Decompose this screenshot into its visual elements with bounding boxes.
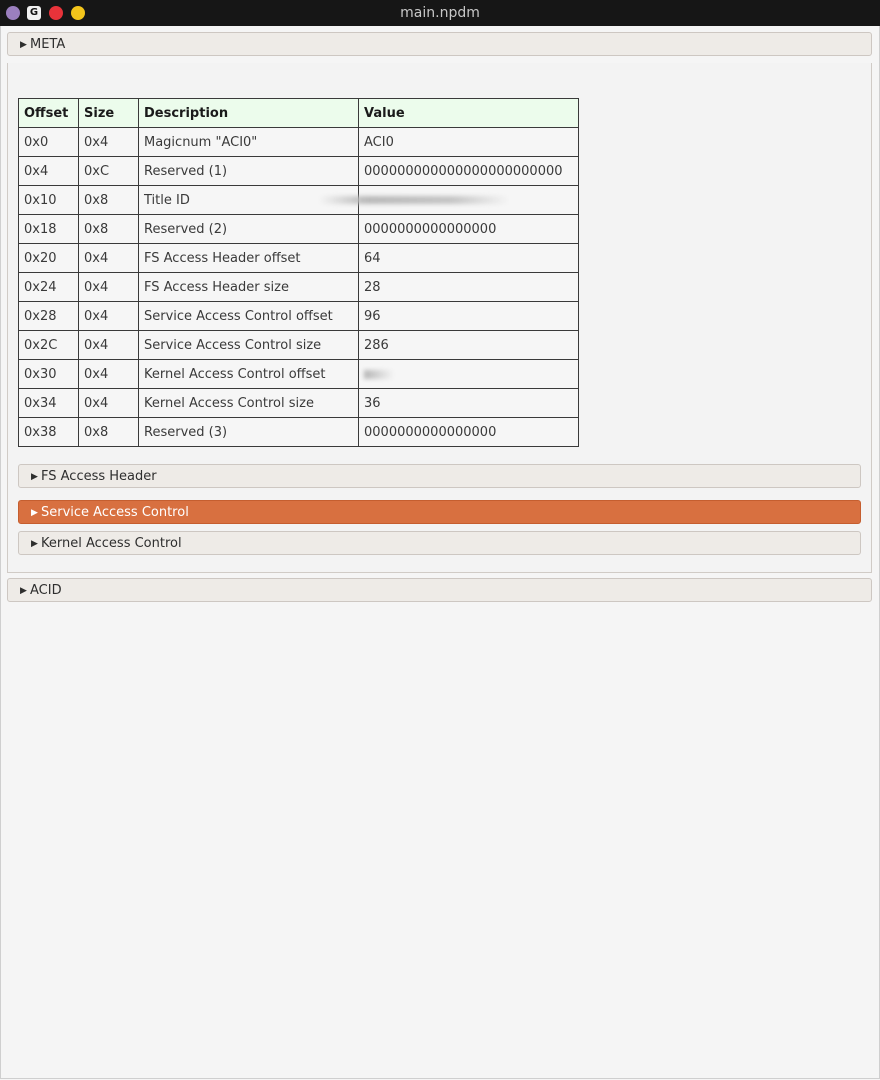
fs-access-header-expander[interactable] [18,464,861,488]
table-row[interactable] [19,360,579,389]
table-row[interactable] [19,302,579,331]
cell-offset: 0x10 [19,186,79,215]
redacted-blur [319,196,509,204]
service-access-control-expander[interactable] [18,500,861,524]
cell-value: 36 [359,389,579,418]
table-row[interactable] [19,389,579,418]
title-bar [0,0,880,26]
fs-access-header-label: FS Access Header [41,469,157,484]
cell-size: 0x8 [79,215,139,244]
cell-value: ACI0 [359,128,579,157]
cell-value: 286 [359,331,579,360]
cell-value: 96 [359,302,579,331]
cell-offset: 0x24 [19,273,79,302]
cell-description: FS Access Header offset [139,244,359,273]
triangle-right-icon: ▶ [31,472,38,482]
cell-value: 28 [359,273,579,302]
cell-size: 0x4 [79,331,139,360]
table-row[interactable] [19,244,579,273]
cell-description: Title ID [139,186,359,215]
column-header-description[interactable]: Description [139,99,359,128]
cell-description: Reserved (1) [139,157,359,186]
cell-size: 0x4 [79,128,139,157]
cell-description: Kernel Access Control offset [139,360,359,389]
cell-size: 0x8 [79,186,139,215]
cell-size: 0xC [79,157,139,186]
triangle-right-icon: ▶ [31,508,38,518]
cell-value: 000000000000000000000000 [359,157,579,186]
cell-description: FS Access Header size [139,273,359,302]
app-icon[interactable]: G [27,6,41,20]
triangle-right-icon: ▶ [20,586,27,596]
acid-label: ACID [30,583,62,598]
table-row[interactable] [19,128,579,157]
cell-description: Kernel Access Control size [139,389,359,418]
cell-offset: 0x0 [19,128,79,157]
cell-size: 0x4 [79,244,139,273]
redacted-blur [364,370,394,379]
cell-size: 0x4 [79,360,139,389]
window-title: main.npdm [400,5,480,21]
cell-value: 0000000000000000 [359,215,579,244]
cell-value: 0000000000000000 [359,418,579,447]
acid-expander[interactable] [7,578,872,602]
kernel-access-control-label: Kernel Access Control [41,536,182,551]
column-header-value[interactable]: Value [359,99,579,128]
cell-description: Reserved (2) [139,215,359,244]
cell-description: Reserved (3) [139,418,359,447]
cell-value-redacted [359,360,579,389]
table-row[interactable] [19,273,579,302]
table-header-row [19,99,579,128]
aci0-table [18,98,579,447]
table-row[interactable] [19,186,579,215]
cell-size: 0x4 [79,302,139,331]
cell-offset: 0x28 [19,302,79,331]
cell-size: 0x8 [79,418,139,447]
column-header-size[interactable]: Size [79,99,139,128]
triangle-right-icon: ▶ [31,539,38,549]
table-row[interactable] [19,215,579,244]
meta-expander[interactable] [7,32,872,56]
table-row[interactable] [19,157,579,186]
cell-offset: 0x38 [19,418,79,447]
cell-offset: 0x30 [19,360,79,389]
kernel-access-control-expander[interactable] [18,531,861,555]
triangle-right-icon: ▶ [20,40,27,50]
service-access-control-label: Service Access Control [41,505,189,520]
table-row[interactable] [19,418,579,447]
cell-description: Service Access Control offset [139,302,359,331]
cell-size: 0x4 [79,273,139,302]
cell-description: Service Access Control size [139,331,359,360]
cell-description: Magicnum "ACI0" [139,128,359,157]
cell-offset: 0x4 [19,157,79,186]
cell-offset: 0x18 [19,215,79,244]
cell-value: 64 [359,244,579,273]
cell-offset: 0x2C [19,331,79,360]
column-header-offset[interactable]: Offset [19,99,79,128]
cell-size: 0x4 [79,389,139,418]
cell-offset: 0x34 [19,389,79,418]
cell-offset: 0x20 [19,244,79,273]
table-row[interactable] [19,331,579,360]
cell-value-redacted [359,186,579,215]
meta-label: META [30,37,66,52]
